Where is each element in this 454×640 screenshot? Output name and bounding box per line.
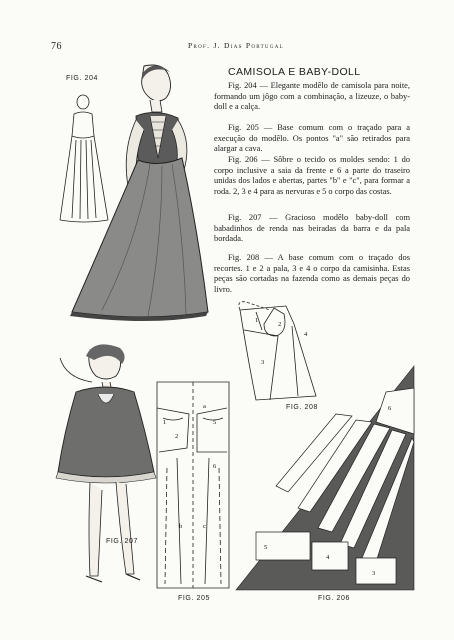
fig-206-label: FIG. 206: [318, 595, 351, 602]
fig-205-point-c: c: [203, 523, 206, 530]
paragraph-fig-208: Fig. 208 — A base comum com o traçado dos recortes. 1 e 2 a pala, 3 e 4 o corpo da camisinha. Estas peças são cortadas na fazenda como as demais peças do livro.: [214, 253, 410, 294]
paragraph-fig-206: Fig. 206 — Sôbre o tecido os moldes sendo: 1 do corpo inclusive a saia da frente e 6 a parte do traseiro unidas dos lados e abertas, partes "b" e "c", para formar a roda. 2, 3 e 4 para as nervuras e 5 o corpo das costas.: [214, 155, 410, 196]
fig-208-piece-1: 1: [255, 317, 259, 324]
fig-207-label: FIG. 207: [106, 538, 139, 545]
fig-206-piece-3: 3: [372, 570, 376, 577]
section-title: CAMISOLA E BABY-DOLL: [228, 66, 361, 78]
fig-205-point-a: a: [203, 403, 206, 410]
fig-205-label: FIG. 205: [178, 595, 211, 602]
fig-208-piece-4: 4: [304, 331, 308, 338]
paragraph-fig-207: Fig. 207 — Gracioso modêlo baby-doll com babadinhos de renda nas beiradas da barra e da pala bordada.: [214, 213, 410, 244]
running-title: Prof. J. Dias Portugal: [188, 41, 285, 50]
fig-204-label: FIG. 204: [66, 75, 99, 82]
fig-205-piece-2: 2: [175, 433, 179, 440]
paragraph-fig-204: Fig. 204 — Elegante modêlo de camisola para noite, formando um jôgo com a combinação, a lizeuze, o baby-doll e a calça.: [214, 81, 410, 112]
fig-206-piece-6: 6: [388, 405, 392, 412]
fig-208-label: FIG. 208: [286, 404, 319, 411]
fig-205-piece-6: 6: [213, 463, 217, 470]
paragraph-fig-205: Fig. 205 — Base comum com o traçado para a execução do modêlo. Os pontos "a" são retirados para alargar a cava.: [214, 123, 410, 154]
fig-205-piece-5: 5: [213, 419, 217, 426]
fig-207-baby-doll-illustration: [46, 342, 167, 590]
fig-205-pattern: [153, 378, 233, 590]
fig-206-pattern: [236, 362, 418, 590]
fig-205-piece-1: 1: [163, 419, 167, 426]
page-number: 76: [51, 41, 62, 52]
fig-204-nightgown-illustration: [58, 60, 208, 320]
fig-206-piece-5: 5: [264, 544, 268, 551]
fig-205-point-b: b: [179, 523, 183, 530]
fig-206-piece-4: 4: [326, 554, 330, 561]
fig-208-piece-3: 3: [261, 359, 265, 366]
fig-208-piece-2: 2: [278, 321, 282, 328]
